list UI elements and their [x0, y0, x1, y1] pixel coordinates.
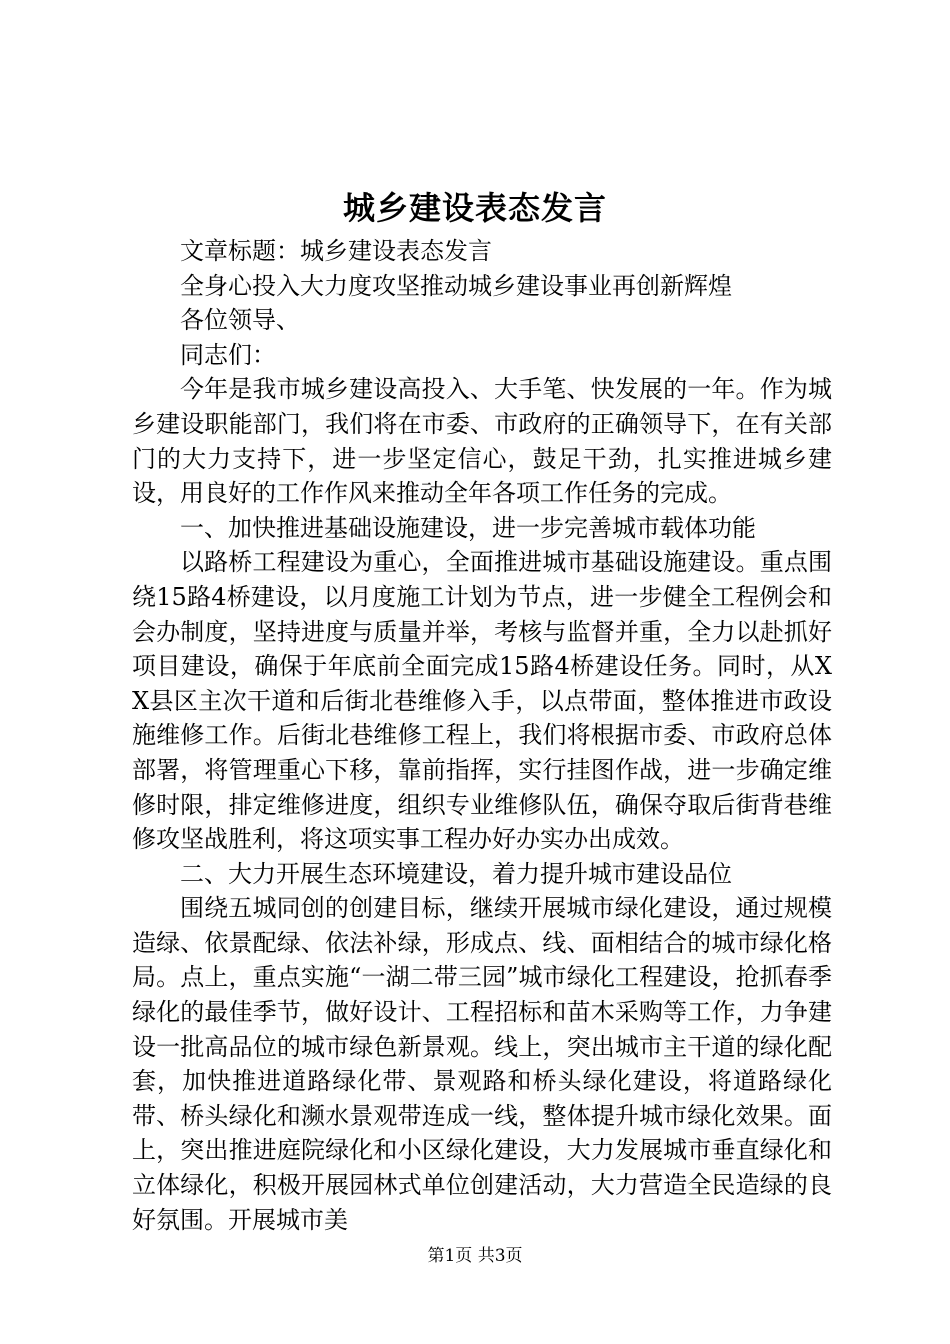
document-body — [132, 234, 832, 1237]
section-2-paragraph: 围绕五城同创的创建目标，继续开展城市绿化建设，通过规模造绿、依景配绿、依法补绿，形成点、线、面相结合的城市绿化格局。点上，重点实施“一湖二带三园”城市绿化工程建设，抢抓春季绿化的最佳季节，做好设计、工程招标和苗木采购等工作，力争建设一批高品位的城市绿色新景观。线上，突出城市主干道的绿化配套，加快推进道路绿化带、景观路和桥头绿化建设，将道路绿化带、桥头绿化和濒水景观带连成一线，整体提升城市绿化效果。面上，突出推进庭院绿化和小区绿化建设，大力发展城市垂直绿化和立体绿化，积极开展园林式单位创建活动，大力营造全民造绿的良好氛围。开展城市美 — [132, 894, 832, 1234]
section-heading-1: 一、加快推进基础设施建设，进一步完善城市载体功能 — [180, 513, 756, 542]
section-1-paragraph: 以路桥工程建设为重心，全面推进城市基础设施建设。重点围绕15路4桥建设，以月度施工计划为节点，进一步健全工程例会和会办制度，坚持进度与质量并举，考核与监督并重，全力以赴抓好项目建设，确保于年底前全面完成15路4桥建设任务。同时，从XX县区主次干道和后街北巷维修入手，以点带面，整体推进市政设施维修工作。后街北巷维修工程上，我们将根据市委、市政府总体部署，将管理重心下移，靠前指挥，实行挂图作战，进一步确定维修时限，排定维修进度，组织专业维修队伍，确保夺取后街背巷维修攻坚战胜利，将这项实事工程办好办实办出成效。 — [132, 548, 832, 854]
section-heading-2: 二、大力开展生态环境建设，着力提升城市建设品位 — [180, 859, 732, 888]
subtitle-line: 全身心投入大力度攻坚推动城乡建设事业再创新辉煌 — [180, 271, 732, 300]
document-title: 城乡建设表态发言 — [342, 189, 607, 227]
article-title-line: 文章标题：城乡建设表态发言 — [180, 237, 492, 265]
salutation-comrades: 同志们： — [180, 340, 276, 369]
page-footer: 第1页 共3页 — [427, 1246, 523, 1266]
intro-paragraph: 今年是我市城乡建设高投入、大手笔、快发展的一年。作为城乡建设职能部门，我们将在市委、市政府的正确领导下，在有关部门的大力支持下，进一步坚定信心，鼓足干劲，扎实推进城乡建设，用良好的工作作风来推动全年各项工作任务的完成。 — [132, 375, 832, 508]
salutation-leaders: 各位领导、 — [180, 306, 300, 335]
